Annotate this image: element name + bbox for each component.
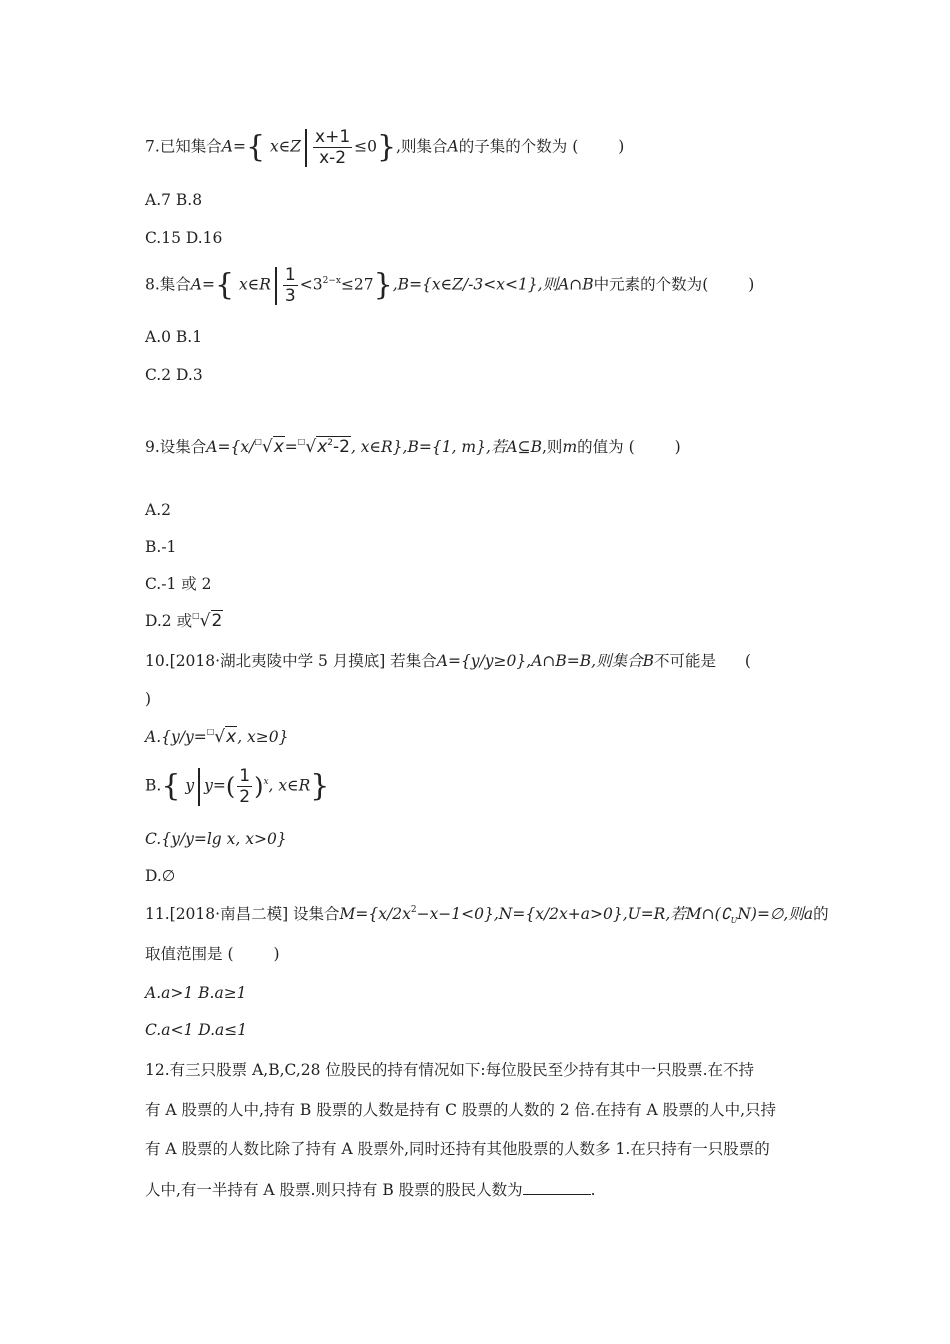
left-brace: { <box>245 129 266 165</box>
q10-tail: ,A∩B=B,则集合 <box>526 652 643 670</box>
q10-stem <box>145 651 751 671</box>
q9-root2: $^□√x^2-2$ <box>297 437 350 457</box>
q10-paren-left: ( <box>744 652 751 670</box>
q10-option-d: D.∅ <box>145 867 176 885</box>
q9-eq: = <box>284 438 298 456</box>
q7-options-2: C.15 D.16 <box>145 229 223 247</box>
q9-setA: A={x/ <box>206 438 255 456</box>
q12-line2: 有 A 股票的人中,持有 B 股票的人数是持有 C 股票的人数的 2 倍.在持有 A 股票的人中,只持 <box>145 1101 777 1119</box>
q9-tail: , x∈R},B={1, m},若 <box>350 438 507 456</box>
q10-paren-right: ) <box>145 690 152 708</box>
q8-stem <box>145 265 754 306</box>
q7-options-1: A.7 B.8 <box>145 191 203 209</box>
q9-option-d: D.2 或□√2 <box>145 611 223 631</box>
q10-setA: A={y/y≥0} <box>436 652 527 670</box>
q7-tail: ,则集合 <box>396 137 448 156</box>
q8-frac-den: 3 <box>284 286 296 306</box>
q8-paren-left: ( <box>702 275 709 294</box>
set-bar <box>198 768 200 806</box>
q7-label: 7.已知集合 <box>145 137 222 156</box>
q11-options-1: A.a>1 B.a≥1 <box>145 984 247 1002</box>
q11-stem-line1: 11.[2018·南昌二模] 设集合$M=\{x/2x^2-x-1<0\},N=\{x/2x+a>0\},U=R$,若$M\cap(∁_UN)=\emptyset$,则a的 <box>145 905 829 925</box>
q7-fraction <box>313 127 352 168</box>
q7-stem <box>145 127 624 168</box>
q8-setA: A= <box>190 275 215 294</box>
q12-line4: 人中,有一半持有 A 股票.则只持有 B 股票的股民人数为 . <box>145 1181 596 1199</box>
root-index-box: □ <box>192 611 200 620</box>
q9-tail3: 的值为 <box>577 438 624 456</box>
q8-options-2: C.2 D.3 <box>145 366 203 384</box>
q8-label: 8.集合 <box>145 275 191 294</box>
right-brace: } <box>377 129 397 165</box>
q12-line3: 有 A 股票的人数比除了持有 A 股票外,同时还持有其他股票的人数多 1.在只持有一只股票的 <box>145 1140 770 1158</box>
q7-rel: ≤0 <box>354 137 377 156</box>
q9-paren-right: ) <box>674 438 681 456</box>
q7-frac-den: x-2 <box>313 147 352 168</box>
q9-option-b: B.-1 <box>145 538 177 556</box>
q7-setA2: A <box>447 137 459 156</box>
q8-fraction <box>283 265 298 306</box>
left-paren: ( <box>225 772 236 801</box>
q8-exp: 2−x <box>322 275 341 286</box>
q8-options-1: A.0 B.1 <box>145 328 203 346</box>
q7-elem: x∈Z <box>270 137 302 156</box>
q9-m: m <box>562 438 578 456</box>
q10-option-b: B.{ y y=( $\frac{1}{2}$ )$^x$, x∈R} <box>145 766 330 807</box>
root-index-box: □ <box>297 437 306 446</box>
q9-opt-d-root: □√2 <box>192 611 223 631</box>
right-paren: ) <box>254 772 264 801</box>
q8-cap: A∩B <box>558 275 594 294</box>
q9-root1: □√x <box>254 437 284 457</box>
right-brace: } <box>310 768 330 804</box>
q9-tail2: ,则 <box>542 438 563 456</box>
q7-setA: A= <box>221 137 246 156</box>
q12-line1: 12.有三只股票 A,B,C,28 位股民的持有情况如下:每位股民至少持有其中一只股票.在不持 <box>145 1061 755 1079</box>
right-brace: } <box>373 267 393 303</box>
q7-tail2: 的子集的个数为 <box>458 137 568 156</box>
q10-option-a: A.{y/y=□√x, x≥0} <box>145 727 289 747</box>
q7-paren-right: ) <box>618 137 625 156</box>
q9-subset: A⊆B <box>506 438 542 456</box>
q8-le: ≤27 <box>340 275 374 294</box>
q8-tail: 中元素的个数为 <box>593 275 703 294</box>
q9-stem <box>145 437 681 460</box>
q8-elem: x∈R <box>239 275 271 294</box>
set-bar <box>305 129 307 167</box>
q10-fraction: $\frac{1}{2}$ <box>239 766 251 807</box>
root-index-box: □ <box>206 727 215 736</box>
root-index-box: □ <box>254 437 262 446</box>
q8-setB: ,B={x∈Z/-3<x<1},则 <box>392 275 559 294</box>
answer-blank[interactable] <box>523 1180 591 1195</box>
q9-label: 9.设集合 <box>145 438 207 456</box>
q9-option-a: A.2 <box>145 501 171 519</box>
left-brace: { <box>161 768 181 804</box>
q10-option-c: C.{y/y=lg x, x>0} <box>145 830 287 848</box>
q8-paren-right: ) <box>748 275 755 294</box>
q11-stem-line2: 取值范围是 ( ) <box>145 945 280 963</box>
left-brace: { <box>214 267 235 303</box>
q11-options-2: C.a<1 D.a≤1 <box>145 1021 248 1039</box>
q8-frac-num: 1 <box>284 265 296 285</box>
q9-option-c: C.-1 或 2 <box>145 575 212 593</box>
q7-paren-left: ( <box>572 137 579 156</box>
q10-label: 10.[2018·湖北夷陵中学 5 月摸底] 若集合 <box>145 652 437 670</box>
q7-frac-num: x+1 <box>315 127 351 147</box>
q9-paren-left: ( <box>628 438 635 456</box>
q10-B: B <box>642 652 654 670</box>
q10-tail2: 不可能是 <box>653 652 716 670</box>
set-bar <box>275 267 277 305</box>
q8-lt: <3 <box>299 275 323 294</box>
